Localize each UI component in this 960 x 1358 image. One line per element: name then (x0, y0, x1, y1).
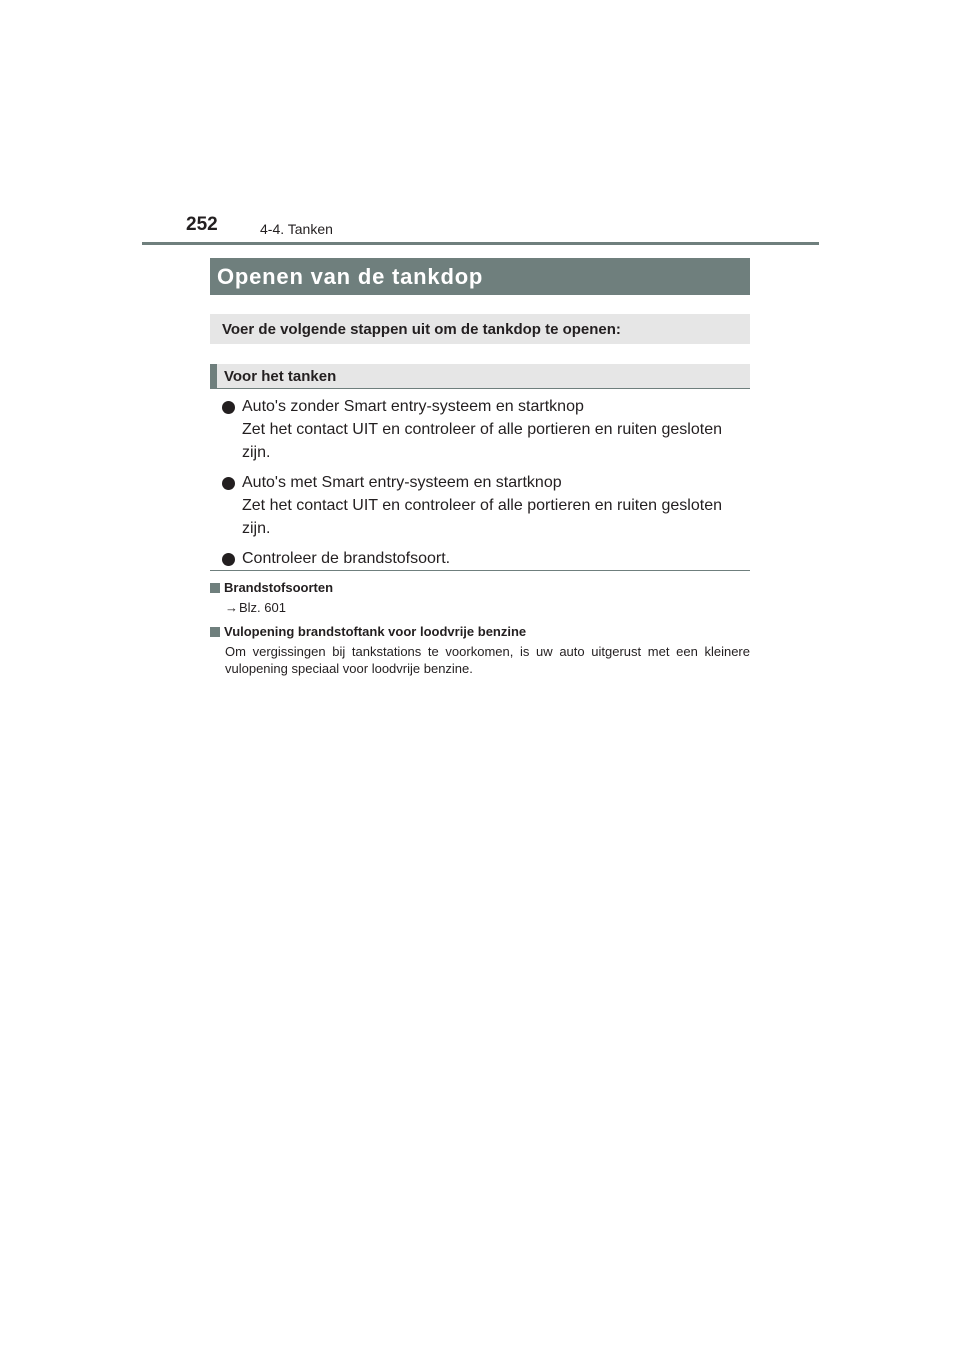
page-reference-link[interactable]: Blz. 601 (239, 600, 286, 615)
list-item-heading: Controleer de brandstofsoort. (242, 550, 451, 567)
intro-text: Voer de volgende stappen uit om de tankdop te openen: (222, 320, 621, 338)
subsection-title: Voor het tanken (224, 367, 337, 385)
bullet-dot-icon (222, 401, 235, 414)
list-item-heading: Auto's zonder Smart entry-systeem en startknop (242, 398, 584, 415)
list-item-body: Zet het contact UIT en controleer of alle portieren en ruiten gesloten zijn. (242, 421, 722, 461)
title-bar (210, 258, 750, 295)
page-number: 252 (186, 214, 218, 235)
bullet-list (222, 396, 752, 578)
arrow-right-icon: → (225, 600, 238, 615)
notes-rule (210, 570, 750, 571)
bullet-dot-icon (222, 553, 235, 566)
section-breadcrumb: 4-4. Tanken (260, 221, 333, 237)
list-item (222, 396, 752, 464)
list-item (222, 472, 752, 540)
subsection-underline (210, 388, 750, 389)
note-filler-neck (210, 624, 750, 677)
subsection-bar (210, 364, 750, 388)
square-bullet-icon (210, 627, 220, 637)
bullet-dot-icon (222, 477, 235, 490)
header-rule (142, 242, 819, 245)
intro-box (210, 314, 750, 344)
page-title: Openen van de tankdop (217, 263, 484, 289)
list-item-body: Zet het contact UIT en controleer of alle portieren en ruiten gesloten zijn. (242, 497, 722, 537)
note-fuel-types (210, 580, 750, 616)
list-item-heading: Auto's met Smart entry-systeem en startknop (242, 474, 562, 491)
note-title: Brandstofsoorten (224, 580, 334, 595)
note-body: Om vergissingen bij tankstations te voorkomen, is uw auto uitgerust met een kleinere vulopening speciaal voor loodvrije benzine. (225, 644, 750, 676)
note-title: Vulopening brandstoftank voor loodvrije benzine (224, 624, 527, 639)
square-bullet-icon (210, 583, 220, 593)
list-item (222, 548, 752, 570)
